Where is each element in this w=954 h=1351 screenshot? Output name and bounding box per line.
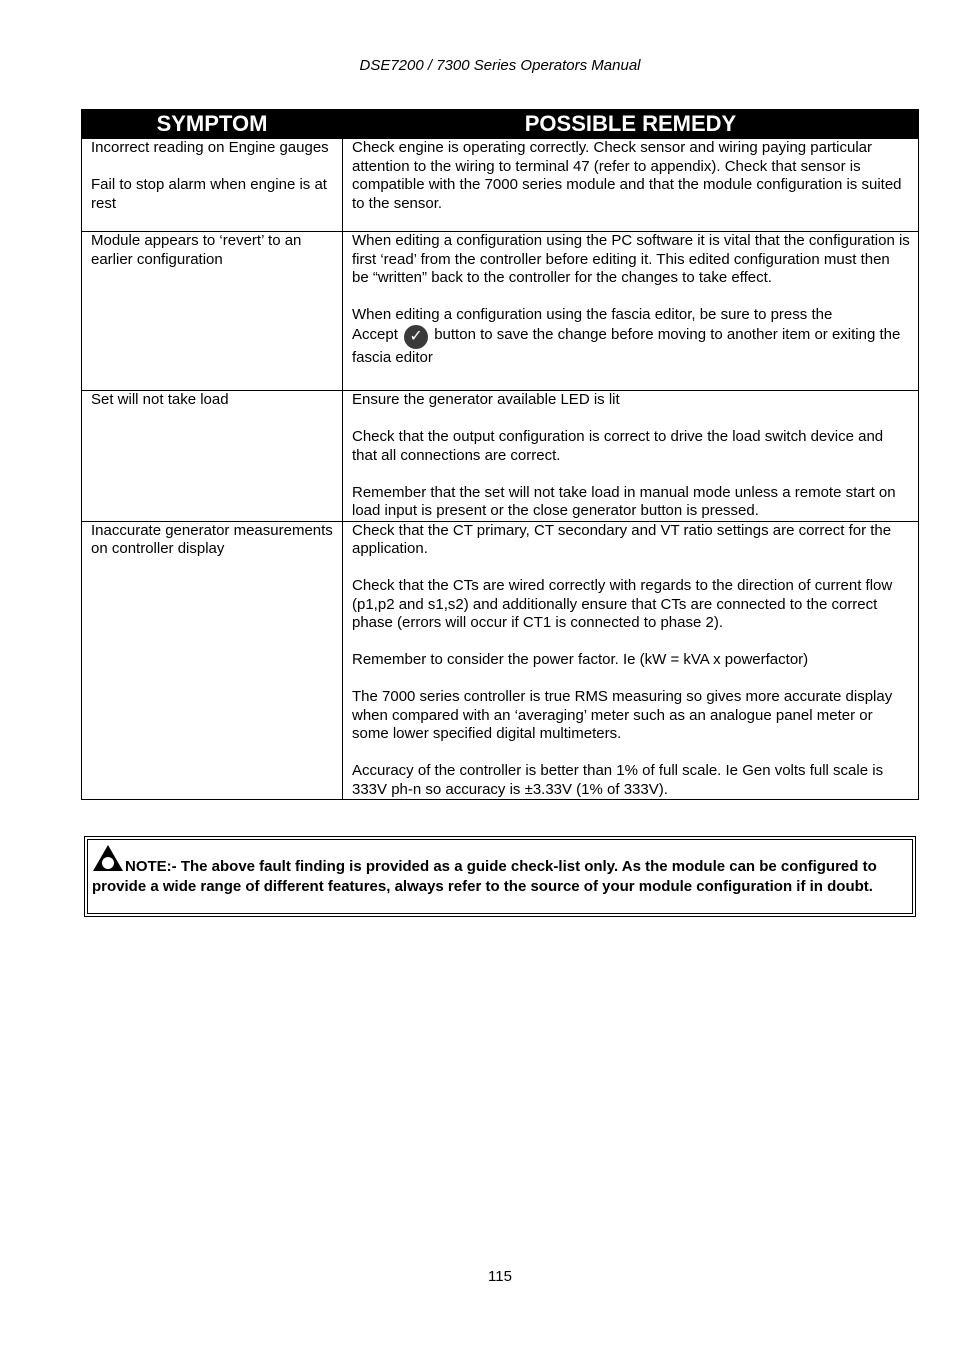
remedy-text: Check that the CTs are wired correctly with regards to the direction of current flow (p1,p2 and s1,s2) and additionally ensure that CTs are connected to the correct phase (errors will occur if CT1 is connected to phase 2). [352, 577, 893, 631]
table-row [82, 521, 919, 800]
remedy-cell [343, 391, 919, 522]
table-row [82, 232, 919, 391]
remedy-text-part: button to save the change before moving to another item or exiting the fascia editor [352, 325, 901, 366]
remedy-text: The 7000 series controller is true RMS measuring so gives more accurate display when compared with an ‘averaging’ meter such as an analogue panel meter or some lower specified digital multimeters. [352, 688, 893, 742]
remedy-text: Check engine is operating correctly. Check sensor and wiring paying particular attention to the wiring to terminal 47 (refer to appendix). Check that sensor is compatible with the 7000 series module and that the module configuration is suited to the sensor. [352, 139, 902, 212]
table-header-row [82, 110, 919, 139]
symptom-text: Inaccurate generator measurements on controller display [91, 521, 333, 557]
accept-label: Accept [352, 325, 398, 343]
remedy-cell [343, 521, 919, 800]
accept-check-icon: ✓ [404, 325, 428, 349]
page-header-title: DSE7200 / 7300 Series Operators Manual [359, 57, 641, 74]
note-text: NOTE:- The above fault finding is provided as a guide check-list only. As the module can be configured to provide a wide range of different features, always refer to the source of your module configuration if in doubt. [92, 858, 877, 895]
table-row [82, 139, 919, 232]
symptom-text: Set will not take load [91, 391, 229, 408]
symptom-text: Fail to stop alarm when engine is at rest [91, 176, 327, 212]
remedy-text: When editing a configuration using the PC software it is vital that the configuration is first ‘read’ from the controller before editing it. This edited configuration must then be “written” back to the controller for the changes to take effect. [352, 232, 910, 286]
remedy-text: Remember to consider the power factor. Ie (kW = kVA x powerfactor) [352, 651, 809, 668]
fault-finding-table [81, 109, 919, 800]
note-box [84, 836, 916, 917]
symptom-text: Module appears to ‘revert’ to an earlier configuration [91, 232, 302, 268]
remedy-text-part: When editing a configuration using the fascia editor, be sure to press the [352, 306, 833, 323]
table-row [82, 391, 919, 522]
remedy-text: Remember that the set will not take load in manual mode unless a remote start on load input is present or the close generator button is pressed. [352, 483, 896, 519]
symptom-cell [82, 521, 343, 800]
symptom-text: Incorrect reading on Engine gauges [91, 139, 329, 156]
remedy-text: Check that the output configuration is correct to drive the load switch device and that all connections are correct. [352, 428, 884, 464]
remedy-text: Check that the CT primary, CT secondary and VT ratio settings are correct for the application. [352, 521, 892, 557]
remedy-cell [343, 232, 919, 391]
remedy-text: Ensure the generator available LED is lit [352, 391, 620, 408]
symptom-column-header: SYMPTOM [82, 110, 343, 139]
remedy-cell [343, 139, 919, 232]
remedy-text: Accuracy of the controller is better than 1% of full scale. Ie Gen volts full scale is 333V ph-n so accuracy is ±3.33V (1% of 333V). [352, 762, 884, 798]
page-number: 115 [488, 1268, 512, 1285]
symptom-cell [82, 139, 343, 232]
remedy-column-header: POSSIBLE REMEDY [343, 110, 919, 139]
remedy-text [352, 306, 910, 367]
symptom-cell [82, 391, 343, 522]
note-inner [87, 839, 913, 914]
symptom-cell [82, 232, 343, 391]
warning-triangle-icon [92, 844, 124, 877]
